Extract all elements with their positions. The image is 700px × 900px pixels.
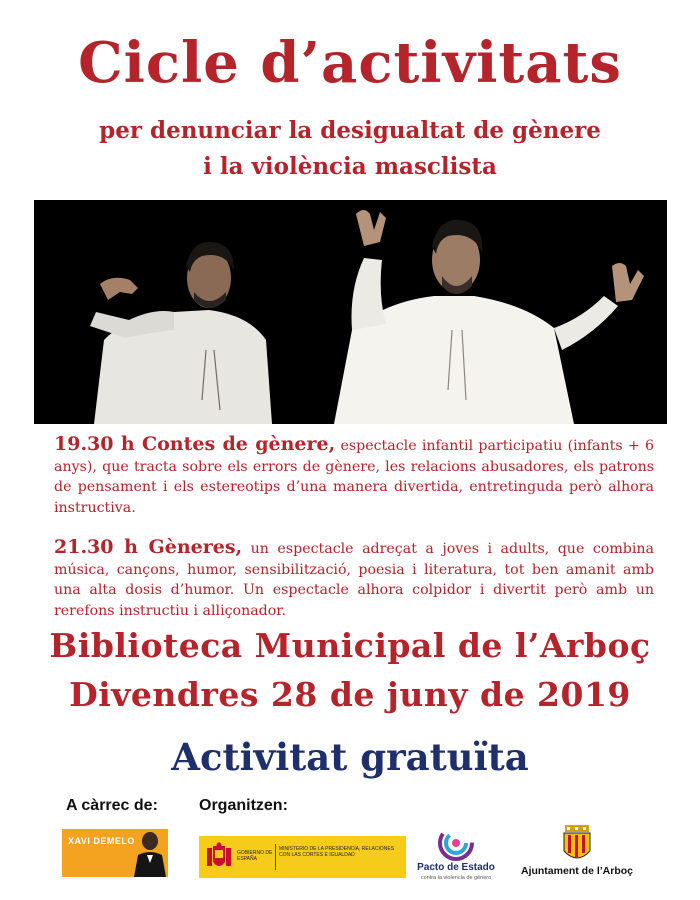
venue-name: Biblioteca Municipal de l’Arboç [49, 626, 651, 665]
gov-divider [275, 844, 276, 870]
by-label: A càrrec de: [66, 797, 158, 814]
event-1-lead: 19.30 h Contes de gènere, [54, 433, 336, 455]
xavi-demelo-name: XAVI DEMELO [68, 836, 135, 846]
pacto-subtitle: contra la violencia de género [420, 875, 492, 881]
event-1-description [54, 434, 654, 518]
gov-title: GOBIERNO DE ESPAÑA [237, 850, 273, 862]
organizers-label: Organitzen: [199, 797, 288, 814]
subtitle-line-1: per denunciar la desigualtat de gènere [99, 117, 601, 144]
event-1-text: espectacle infantil participatiu (infants + 6 anys), que tracta sobre els errors de gènere, les relacions abusadores, els patrons de pensament i els estereotips d’una manera divertida, entretinguda però alhora instructiva. [54, 438, 654, 516]
event-date: Divendres 28 de juny de 2019 [69, 675, 631, 714]
event-2-text: un espectacle adreçat a joves i adults, que combina música, cançons, humor, sensibilització, poesia i literatura, tot ben amanit amb una alta dosis d’humor. Un espectacle alhora colpidor i divertit però amb un rerefons instructiu i alliçonador. [54, 541, 655, 619]
performer-silhouette-icon [128, 829, 168, 877]
pacto-circles-icon [434, 824, 478, 862]
event-2-lead: 21.30 h Gèneres, [54, 536, 243, 558]
subtitle-line-2: i la violència masclista [203, 153, 497, 180]
gobierno-espana-logo [199, 836, 406, 878]
pacto-title: Pacto de Estado [417, 862, 495, 873]
ajuntament-name: Ajuntament de l’Arboç [520, 865, 633, 877]
event-2-description [54, 537, 654, 621]
pacto-de-estado-logo [416, 822, 496, 884]
spain-coat-of-arms-icon [205, 842, 233, 872]
ajuntament-logo [515, 825, 639, 881]
poster-title: Cicle d’activitats [78, 30, 622, 96]
gov-ministry: MINISTERIO DE LA PRESIDENCIA, RELACIONES CON LAS CORTES E IGUALDAD [279, 846, 395, 858]
arboc-coat-of-arms-icon [561, 825, 593, 863]
performer-photo [34, 200, 667, 424]
free-activity-label: Activitat gratuïta [171, 735, 529, 779]
xavi-demelo-logo [62, 829, 168, 877]
